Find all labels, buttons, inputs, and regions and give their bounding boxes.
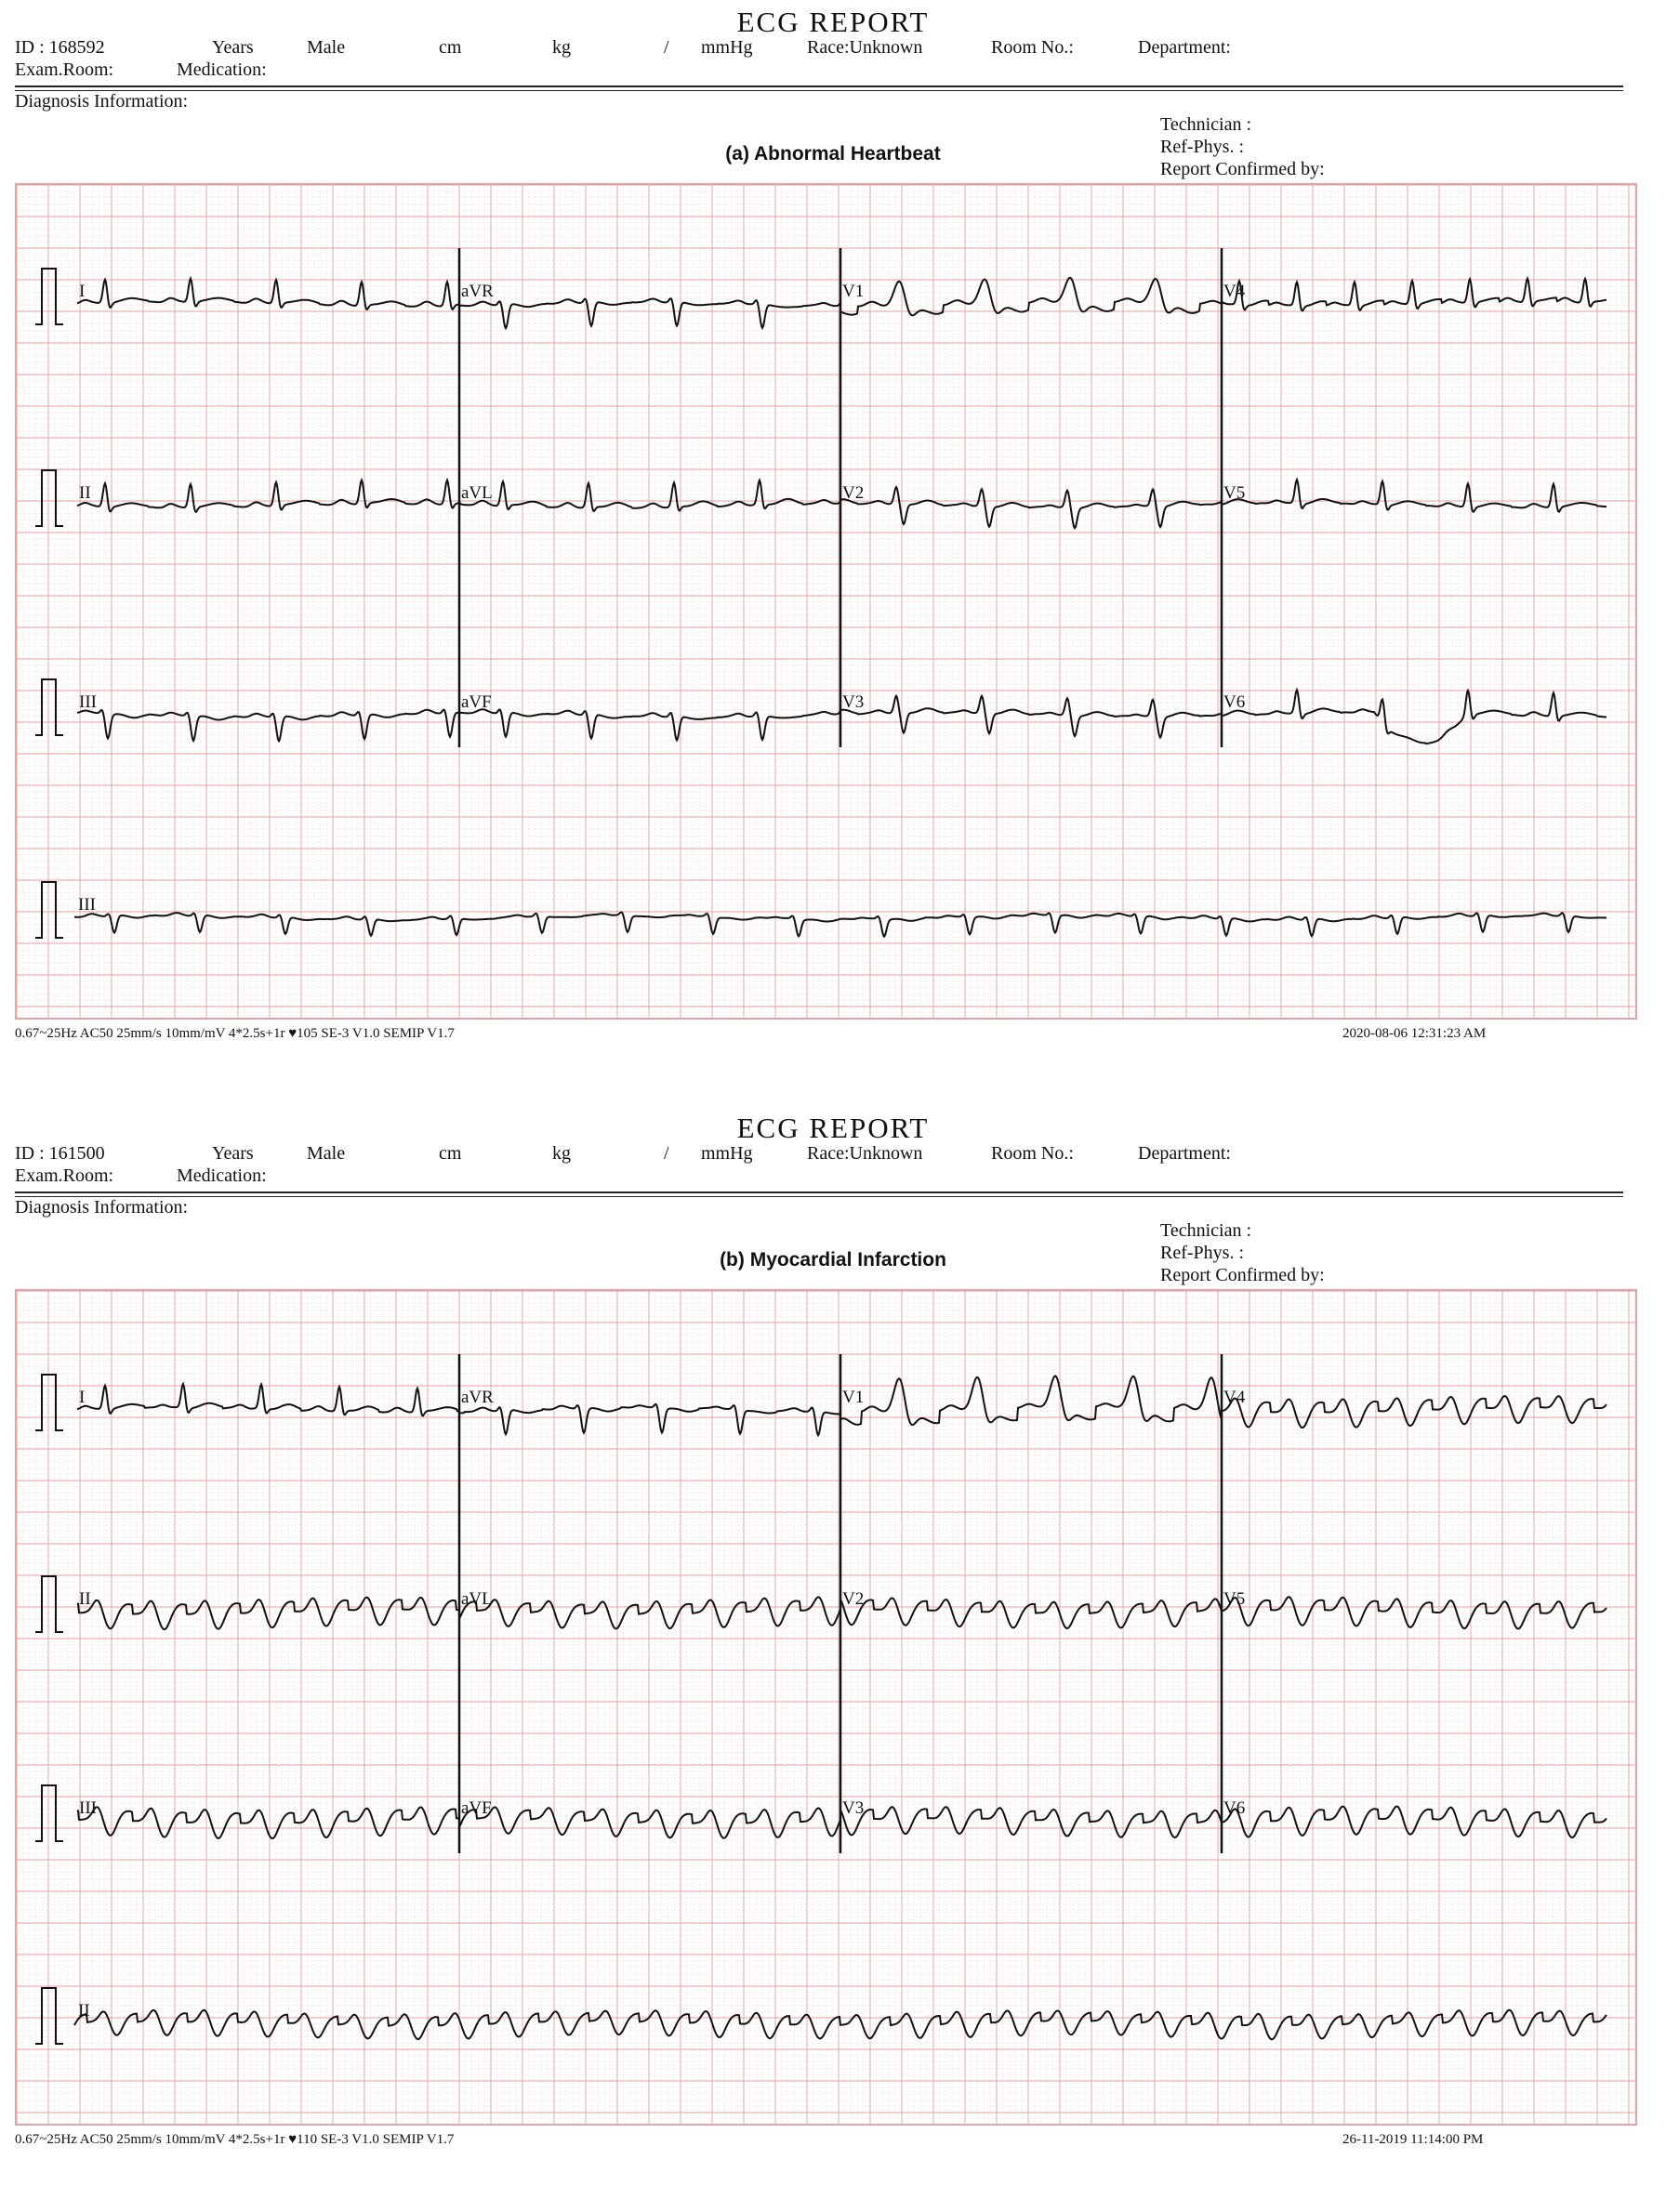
lead-label: aVL [461, 1589, 493, 1609]
calibration-pulse [35, 1375, 63, 1430]
ecg-grid [17, 1291, 1635, 2124]
years-field: Years [212, 37, 254, 58]
weight-unit: kg [552, 37, 571, 58]
calibration-pulse [35, 1576, 63, 1632]
confirmed-by-label: Report Confirmed by: [1160, 1265, 1325, 1285]
lead-label: II [79, 1589, 91, 1609]
lead-label: aVR [461, 282, 494, 301]
calibration-pulse [35, 1988, 63, 2044]
lead-label: V3 [842, 1798, 865, 1818]
calibration-pulse [35, 1785, 63, 1841]
lead-trace-iii [77, 710, 459, 742]
bp-unit: mmHg [701, 1143, 753, 1164]
medication-field: Medication: [177, 1165, 267, 1186]
header-rule [15, 86, 1623, 87]
lead-label: V4 [1223, 1388, 1246, 1407]
lead-label: V3 [842, 692, 865, 712]
report-title: ECG REPORT [736, 6, 930, 38]
ecg-grid-and-traces [17, 185, 1635, 1018]
patient-id: ID : 161500 [15, 1143, 105, 1164]
lead-trace-v2 [840, 1599, 1222, 1629]
lead-trace-iii [77, 1807, 459, 1838]
lead-trace-v4 [1222, 279, 1606, 311]
lead-label: V5 [1223, 1589, 1246, 1609]
lead-trace-v5 [1222, 480, 1606, 512]
acquisition-settings: 0.67~25Hz AC50 25mm/s 10mm/mV 4*2.5s+1r ♥110 SE-3 V1.0 SEMIP V1.7 [15, 2132, 455, 2147]
technician-label: Technician : [1160, 114, 1251, 135]
lead-trace-v4 [1222, 1396, 1606, 1428]
lead-label: II [79, 483, 91, 503]
lead-label: III [79, 1798, 97, 1818]
lead-trace-avf [459, 709, 840, 740]
race-field: Race:Unknown [807, 1143, 923, 1164]
sex-field: Male [307, 1143, 346, 1164]
ref-phys-label: Ref-Phys. : [1160, 137, 1244, 157]
lead-label: aVL [461, 483, 493, 503]
lead-label: III [78, 895, 96, 915]
lead-label: III [79, 692, 97, 712]
height-unit: cm [439, 37, 462, 58]
recording-timestamp: 26-11-2019 11:14:00 PM [1342, 2132, 1484, 2147]
bp-slash: / [664, 37, 669, 58]
lead-label: V1 [842, 282, 865, 301]
ref-phys-label: Ref-Phys. : [1160, 1243, 1244, 1263]
recording-timestamp: 2020-08-06 12:31:23 AM [1342, 1026, 1487, 1041]
lead-label: aVF [461, 1798, 492, 1818]
ecg-strip [15, 183, 1637, 1020]
lead-label: I [79, 1388, 86, 1407]
department-field: Department: [1138, 37, 1231, 58]
lead-trace-v3 [840, 1807, 1222, 1837]
lead-trace-v6 [1222, 1807, 1606, 1838]
room-number-field: Room No.: [991, 37, 1074, 58]
bp-slash: / [664, 1143, 669, 1164]
sex-field: Male [307, 37, 346, 58]
diagnosis-label: Diagnosis Information: [15, 91, 189, 112]
lead-label: V2 [842, 1589, 865, 1609]
race-field: Race:Unknown [807, 37, 923, 58]
exam-room-field: Exam.Room: [15, 1165, 114, 1186]
medication-field: Medication: [177, 59, 267, 80]
subtitle: (a) Abnormal Heartbeat [725, 143, 941, 165]
years-field: Years [212, 1143, 254, 1164]
lead-trace-ii [77, 481, 459, 512]
lead-label: V6 [1223, 692, 1246, 712]
ecg-strip [15, 1289, 1637, 2126]
department-field: Department: [1138, 1143, 1231, 1164]
ecg-report-b [0, 1106, 1666, 2212]
lead-trace-v2 [840, 487, 1222, 528]
patient-id: ID : 168592 [15, 37, 105, 58]
bp-unit: mmHg [701, 37, 753, 58]
lead-label: I [79, 282, 86, 301]
lead-trace-i [77, 279, 459, 309]
header-rule-thin [15, 1196, 1623, 1197]
report-title: ECG REPORT [736, 1112, 930, 1144]
lead-trace-avr [459, 1404, 840, 1435]
lead-label: V4 [1223, 282, 1246, 301]
height-unit: cm [439, 1143, 462, 1164]
lead-trace-avl [459, 481, 840, 511]
ecg-grid-and-traces [17, 1291, 1635, 2124]
lead-trace-v1 [840, 278, 1222, 316]
lead-trace-ii [77, 1598, 459, 1629]
lead-label: aVR [461, 1388, 494, 1407]
lead-trace-i [77, 1384, 459, 1415]
lead-label: V1 [842, 1388, 865, 1407]
lead-trace-v3 [840, 696, 1222, 738]
lead-label: aVF [461, 692, 492, 712]
calibration-pulse [35, 470, 63, 526]
acquisition-settings: 0.67~25Hz AC50 25mm/s 10mm/mV 4*2.5s+1r ♥105 SE-3 V1.0 SEMIP V1.7 [15, 1026, 455, 1041]
lead-trace-v5 [1222, 1597, 1606, 1628]
header-rule [15, 1192, 1623, 1193]
room-number-field: Room No.: [991, 1143, 1074, 1164]
lead-label: V2 [842, 483, 865, 503]
lead-label: II [78, 2001, 90, 2021]
lead-label: V6 [1223, 1798, 1246, 1818]
rhythm-strip-trace [74, 2010, 1606, 2040]
ecg-grid [17, 185, 1635, 1018]
calibration-pulse [35, 882, 63, 938]
header-rule-thin [15, 90, 1623, 91]
calibration-pulse [35, 269, 63, 324]
calibration-pulse [35, 679, 63, 735]
exam-room-field: Exam.Room: [15, 59, 114, 80]
lead-trace-avf [459, 1807, 840, 1837]
confirmed-by-label: Report Confirmed by: [1160, 159, 1325, 179]
lead-label: V5 [1223, 483, 1246, 503]
lead-trace-avl [459, 1597, 840, 1628]
technician-label: Technician : [1160, 1220, 1251, 1241]
weight-unit: kg [552, 1143, 571, 1164]
diagnosis-label: Diagnosis Information: [15, 1197, 189, 1218]
subtitle: (b) Myocardial Infarction [720, 1249, 946, 1271]
